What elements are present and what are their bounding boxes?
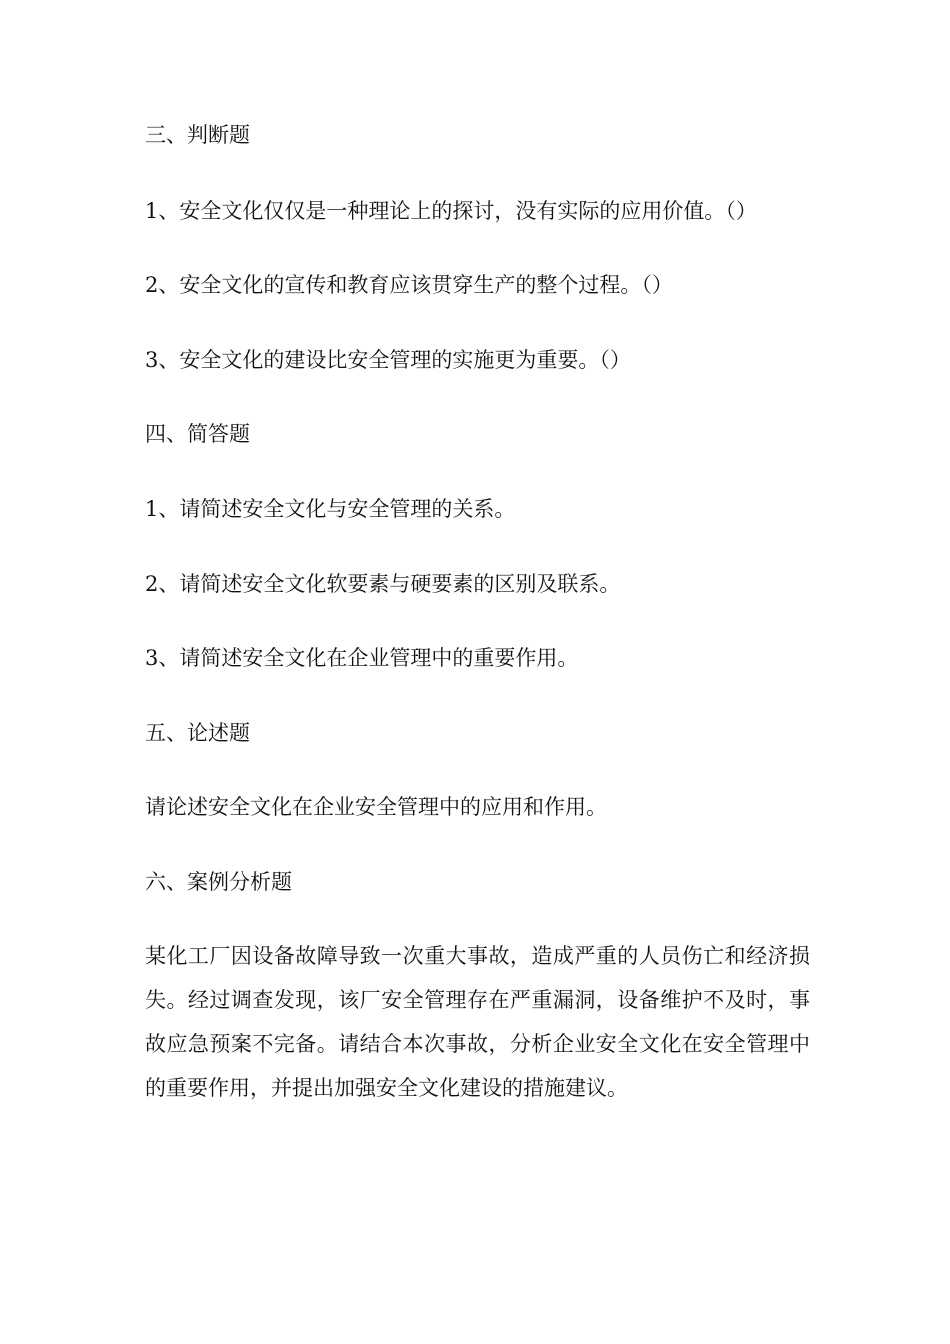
judgment-question-3: 3、安全文化的建设比安全管理的实施更为重要。（） [145, 348, 631, 372]
judgment-question-2: 2、安全文化的宣传和教育应该贯穿生产的整个过程。（） [145, 273, 673, 297]
short-answer-question-1: 1、请简述安全文化与安全管理的关系。 [145, 497, 516, 521]
case-analysis-paragraph: 某化工厂因设备故障导致一次重大事故，造成严重的人员伤亡和经济损失。经过调查发现，该厂安全管理存在严重漏洞，设备维护不及时，事故应急预案不完备。请结合本次事故，分析企业安全文化在安全管理中的重要作用，并提出加强安全文化建设的措施建议。 [145, 944, 810, 1100]
section-heading-essay: 五、论述题 [145, 721, 250, 745]
section-heading-case-analysis: 六、案例分析题 [145, 870, 292, 894]
short-answer-question-2: 2、请简述安全文化软要素与硬要素的区别及联系。 [145, 572, 621, 596]
short-answer-question-3: 3、请简述安全文化在企业管理中的重要作用。 [145, 646, 579, 670]
judgment-question-1: 1、安全文化仅仅是一种理论上的探讨，没有实际的应用价值。（） [145, 199, 757, 223]
essay-question: 请论述安全文化在企业安全管理中的应用和作用。 [145, 795, 607, 819]
section-heading-short-answer: 四、简答题 [145, 422, 250, 446]
section-heading-judgment: 三、判断题 [145, 123, 250, 147]
